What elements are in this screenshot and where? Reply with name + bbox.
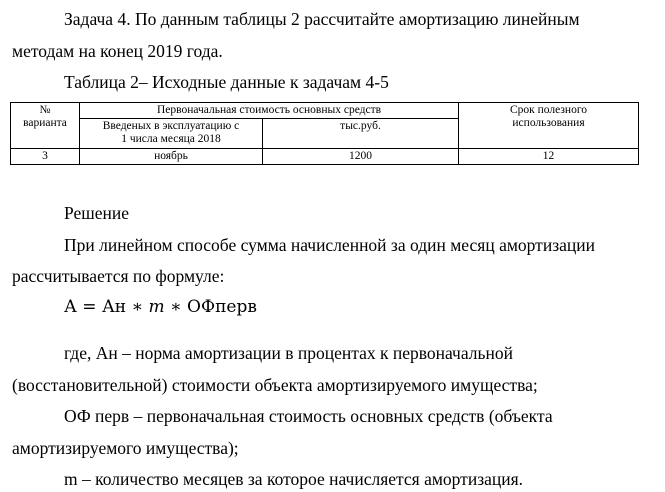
table-row <box>11 149 639 165</box>
paragraph3-line1: ОФ перв – первоначальная стоимость основных средств (объекта <box>64 406 553 426</box>
header-useful-life: Срок полезного использования <box>459 103 639 149</box>
header-initial-cost: Первоначальная стоимость основных средств <box>80 103 459 119</box>
cell-cost: 1200 <box>263 149 459 165</box>
header-introduced: Введеных в эксплуатацию с 1 числа месяца 2018 <box>80 119 263 149</box>
paragraph3-line2: амортизируемого имущества); <box>12 438 239 458</box>
header-variant-number: № варианта <box>11 103 80 149</box>
task-title-line1: Задача 4. По данным таблицы 2 рассчитайте амортизацию линейным <box>64 9 580 29</box>
source-data-table <box>10 102 639 165</box>
cell-month: ноябрь <box>80 149 263 165</box>
paragraph1-line1: При линейном способе сумма начисленной за один месяц амортизации <box>64 235 595 255</box>
paragraph4-line1: m – количество месяцев за которое начисляется амортизация. <box>64 469 524 489</box>
task-title-line2: методам на конец 2019 года. <box>12 41 223 61</box>
table-caption: Таблица 2– Исходные данные к задачам 4-5 <box>64 72 389 92</box>
paragraph2-line2: (восстановительной) стоимости объекта амортизируемого имущества; <box>12 375 538 395</box>
header-thousand-rub: тыс.руб. <box>263 119 459 149</box>
cell-life: 12 <box>459 149 639 165</box>
paragraph2-line1: где, Ан – норма амортизации в процентах к первоначальной <box>64 343 513 363</box>
formula: А = Ан ∗ m ∗ ОФперв <box>64 297 257 317</box>
cell-variant: 3 <box>11 149 80 165</box>
paragraph1-line2: рассчитывается по формуле: <box>12 266 225 286</box>
solution-heading: Решение <box>64 203 130 223</box>
